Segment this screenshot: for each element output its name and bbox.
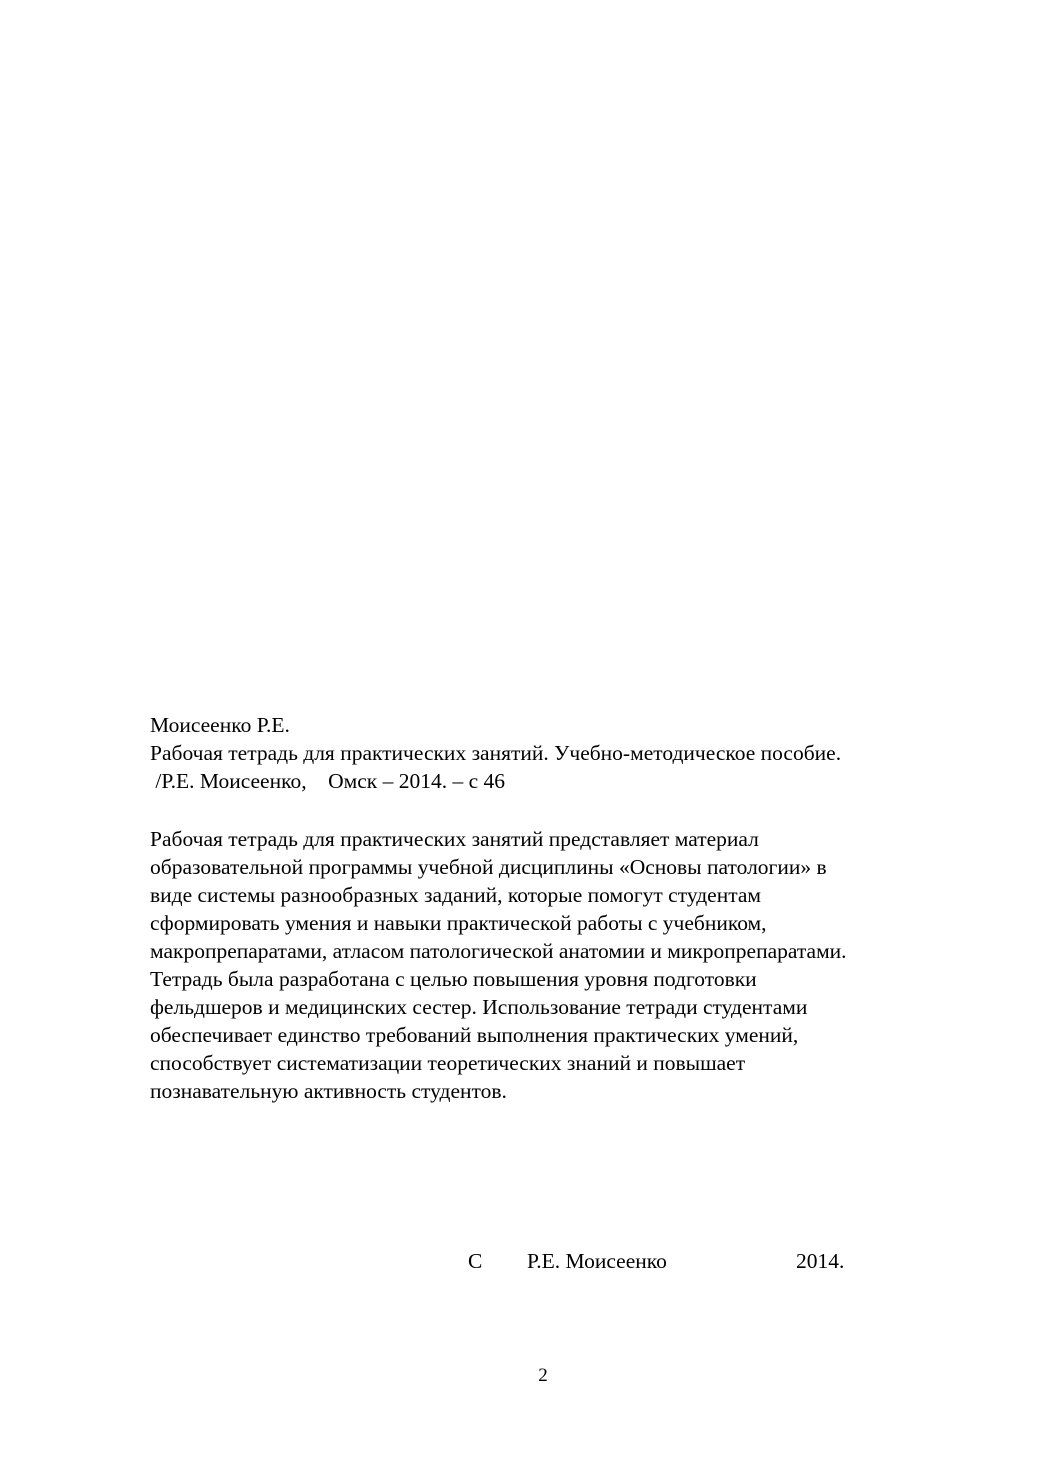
abstract-line: Тетрадь была разработана с целью повышения уровня подготовки bbox=[150, 967, 757, 991]
copyright-symbol: С bbox=[468, 1249, 483, 1273]
title-line: Рабочая тетрадь для практических занятий. Учебно-методическое пособие. bbox=[150, 741, 842, 765]
imprint-line: /Р.Е. Моисеенко, Омск – 2014. – с 46 bbox=[150, 769, 506, 793]
bibliographic-record bbox=[150, 711, 970, 795]
copyright-holder: Р.Е. Моисеенко bbox=[527, 1249, 667, 1273]
abstract-line: обеспечивает единство требований выполнения практических умений, bbox=[150, 1023, 799, 1047]
abstract-line: сформировать умения и навыки практической работы с учебником, bbox=[150, 911, 767, 935]
abstract-line: познавательную активность студентов. bbox=[150, 1079, 507, 1103]
abstract-line: макропрепаратами, атласом патологической анатомии и микропрепаратами. bbox=[150, 939, 847, 963]
abstract-line: способствует систематизации теоретических знаний и повышает bbox=[150, 1051, 746, 1075]
abstract-line: виде системы разнообразных заданий, которые помогут студентам bbox=[150, 883, 762, 907]
abstract-line: фельдшеров и медицинских сестер. Использование тетради студентами bbox=[150, 995, 808, 1019]
abstract-line: Рабочая тетрадь для практических занятий представляет материал bbox=[150, 827, 759, 851]
abstract-line: образовательной программы учебной дисциплины «Основы патологии» в bbox=[150, 855, 827, 879]
author-line: Моисеенко Р.Е. bbox=[150, 713, 290, 737]
abstract-paragraph bbox=[150, 825, 980, 1105]
copyright-year: 2014. bbox=[796, 1249, 845, 1273]
page-number: 2 bbox=[538, 1365, 548, 1386]
